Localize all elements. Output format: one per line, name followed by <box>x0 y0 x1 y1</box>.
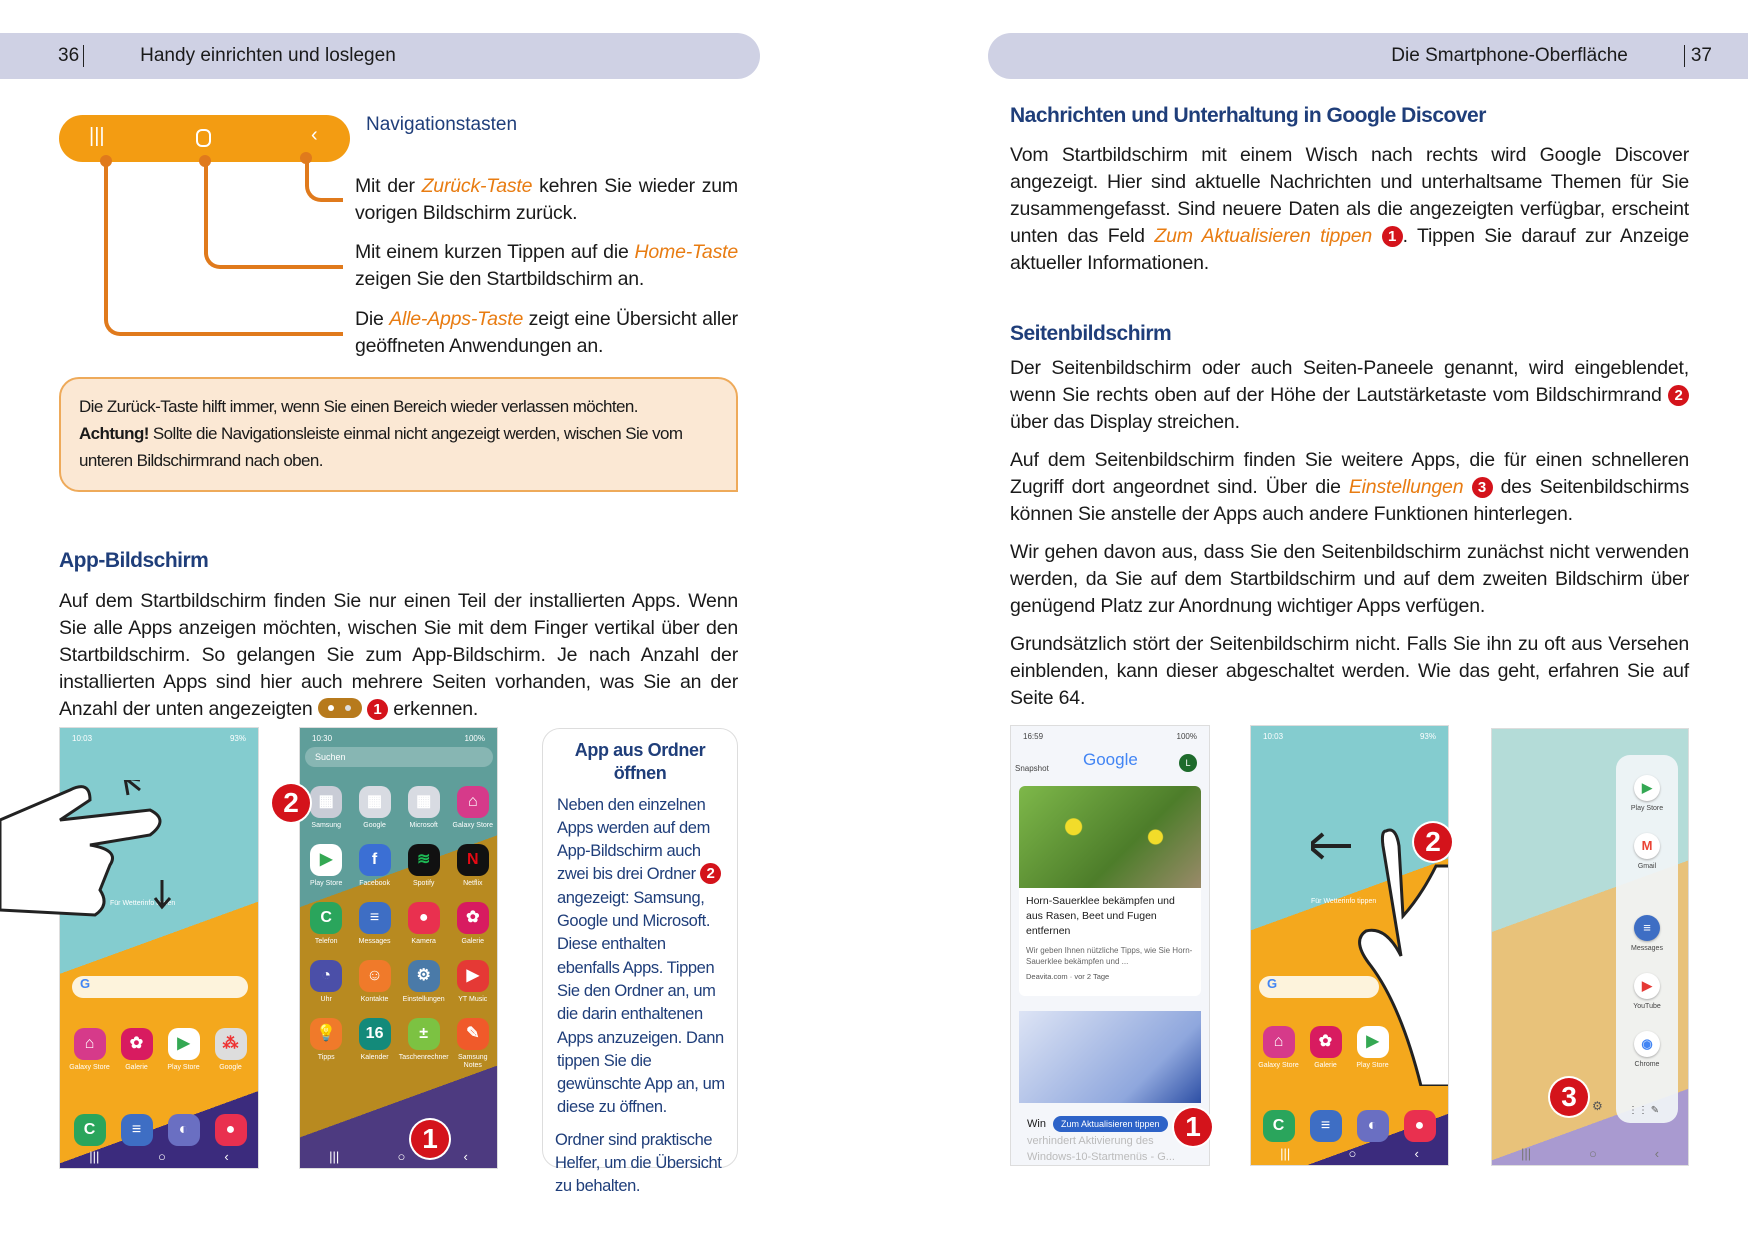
app-icon-image: ± <box>408 1018 440 1050</box>
phone-app-screen: 10:30 100% Suchen ▦ Samsung ▦ Google ▦ Microsoft ⌂ Galaxy Store ▶ Play Store f Facebook ≋ Spotify N Netflix C Telefon ≡ Messages ● Kamera ✿ Galerie ◔ Uhr ☺ Kontakte ⚙ Einstellungen ▶ YT Music 💡 Tipps 16 Kalender ± Taschenrechner ✎ Samsung Notes ||| ○ ‹ <box>299 727 498 1169</box>
page-number: 37 <box>1690 45 1712 66</box>
app-icon-image: ⌂ <box>457 786 489 818</box>
app-icon[interactable]: ⌂ Galaxy Store <box>449 786 497 830</box>
app-icon[interactable]: ✿ Galerie <box>449 902 497 946</box>
hand-swipe-left-icon <box>1311 826 1449 1086</box>
marker-1: 1 <box>1174 1108 1212 1146</box>
app-icon-image: ✎ <box>457 1018 489 1050</box>
app-icon[interactable]: C Telefon <box>302 902 350 946</box>
app-icon-image: 16 <box>359 1018 391 1050</box>
back-icon: ‹ <box>311 124 318 146</box>
tip-line: Die Zurück-Taste hilft immer, wenn Sie einen Bereich wieder verlassen möchten. <box>79 397 638 416</box>
hand-swipe-icon <box>0 780 190 950</box>
tip-box: Die Zurück-Taste hilft immer, wenn Sie einen Bereich wieder verlassen möchten. Achtung! Sollte die Navigationsleiste einmal nicht angezeigt werden, wischen Sie vom unteren Bildschirmrand nach oben. <box>59 377 738 492</box>
nav-item-allapps: Die Alle-Apps-Taste zeigt eine Übersicht aller geöffneten Anwendungen an. <box>355 308 738 357</box>
section-title-seitenbildschirm: Seitenbildschirm <box>1010 322 1172 345</box>
page-header-right <box>988 33 1748 79</box>
app-icon[interactable]: ▶ YT Music <box>449 960 497 1004</box>
app-icon[interactable]: 16 Kalender <box>350 1018 398 1070</box>
section-title-discover: Nachrichten und Unterhaltung in Google Discover <box>1010 104 1486 127</box>
app-icon-image: ≋ <box>408 844 440 876</box>
app-icon[interactable]: ≋ Spotify <box>399 844 449 888</box>
refresh-button[interactable]: Zum Aktualisieren tippen <box>1053 1116 1168 1132</box>
app-icon-image: N <box>457 844 489 876</box>
app-icon[interactable]: ▦ Microsoft <box>399 786 449 830</box>
app-icon-image: ◔ <box>310 960 342 992</box>
edge-app-icon[interactable]: ▶ Play Store <box>1616 775 1678 813</box>
app-icon-image: C <box>310 902 342 934</box>
edge-app-icon[interactable]: ◉ Chrome <box>1616 1031 1678 1069</box>
app-icon[interactable]: ± Taschenrechner <box>399 1018 449 1070</box>
app-icon-image: 💡 <box>310 1018 342 1050</box>
marker-1: 1 <box>411 1120 449 1158</box>
app-icon[interactable]: ▦ Google <box>350 786 398 830</box>
edge-app-icon[interactable]: ≡ Messages <box>1616 915 1678 953</box>
edge-app-icon[interactable]: ▶ YouTube <box>1616 973 1678 1011</box>
phone-home-screen: 10:03 93% Für Wetterinfo tippen G ⌂ Galaxy Store ✿ Galerie ▶ Play Store ⁂ Google C ≡ ◐ ● ||| ○ ‹ <box>59 727 259 1169</box>
chapter-title: Die Smartphone-Oberfläche <box>1391 45 1628 66</box>
app-icon[interactable]: ⚙ Einstellungen <box>399 960 449 1004</box>
app-icon[interactable]: ◔ Uhr <box>302 960 350 1004</box>
avatar[interactable]: L <box>1179 754 1197 772</box>
info-box-folders: App aus Ordner öffnen Neben den einzelnen Apps werden auf dem App-Bildschirm auch zwei bis drei Ordner 2 angezeigt: Samsung, Google und Microsoft. Diese enthalten ebenfalls Apps. Tippen Sie den Ordner an, um die darin enthaltenen Apps anzuzeigen. Dann tippen Sie die gewünschte App an, um diese zu öffnen. Ordner sind praktische Helfer, um die Übersicht zu behalten. <box>542 728 738 1168</box>
app-icon[interactable]: ● Kamera <box>399 902 449 946</box>
app-icon[interactable]: f Facebook <box>350 844 398 888</box>
edge-app-icon[interactable]: M Gmail <box>1616 833 1678 871</box>
edge-paragraphs: Der Seitenbildschirm oder auch Seiten-Paneele genannt, wird eingeblendet, wenn Sie rechts oben auf der Höhe der Lautstärketaste vom Bildschirmrand 2 über das Display streichen. Auf dem Seitenbildschirm finden Sie weitere Apps, die für einen schnelleren Zugriff dort angeordnet sind. Über die Einstellungen 3 des Seitenbildschirms können Sie anstelle der Apps auch andere Funktionen hinterlegen. Wir gehen davon aus, dass Sie den Seitenbildschirm zunächst nicht verwenden werden, da Sie auf dem Startbildschirm und auf dem zweiten Bildschirm über genügend Platz zur Anordnung wichtiger Apps verfügen. Grundsätzlich stört der Seitenbildschirm nicht. Falls Sie ihn zu oft aus Versehen einblenden, kann dieser abgeschaltet werden. Wie das geht, erfahren Sie auf Seite 64. <box>1010 357 1690 709</box>
google-logo: Google <box>1083 750 1138 769</box>
edge-settings-icon[interactable]: ⚙ <box>1592 1099 1603 1113</box>
edge-panel: ▶ Play Store M Gmail ≡ Messages ▶ YouTube ◉ Chrome ⋮⋮ ✎ <box>1616 755 1678 1123</box>
section-title-app-bildschirm: App-Bildschirm <box>59 549 209 572</box>
app-icon-image: ▶ <box>457 960 489 992</box>
app-icon-image: ▦ <box>310 786 342 818</box>
app-icon-image: ⚙ <box>408 960 440 992</box>
app-search-input[interactable]: Suchen <box>305 747 493 767</box>
chapter-title: Handy einrichten und loslegen <box>140 45 396 66</box>
tip-warning: Achtung! <box>79 424 149 443</box>
app-icon-image: ☺ <box>359 960 391 992</box>
nav-item-home: Mit einem kurzen Tippen auf die Home-Taste zeigen Sie den Startbildschirm an. <box>355 241 738 290</box>
marker-2: 2 <box>272 784 310 822</box>
app-screen-paragraph: Auf dem Startbildschirm finden Sie nur einen Teil der installierten Apps. Wenn Sie alle Apps anzeigen möchten, wischen Sie mit dem Finger vertikal über den Startbildschirm. So gelangen Sie zum App-Bildschirm. Je nach Anzahl der installierten Apps sind hier auch mehrere Seiten vorhanden, was Sie an der Anzahl der unten angezeigten 1 erkennen. <box>59 590 738 720</box>
app-icon[interactable]: ≡ Messages <box>350 902 398 946</box>
app-icon-image: f <box>359 844 391 876</box>
app-icon-image: ● <box>408 902 440 934</box>
app-icon[interactable]: 💡 Tipps <box>302 1018 350 1070</box>
discover-paragraph: Vom Startbildschirm mit einem Wisch nach rechts wird Google Discover angezeigt. Hier sind aktuelle Nachrichten und unterhaltsame Themen für Sie zusammengefasst. Sind neuere Daten als die angezeigten verfügbar, erscheint unten das Feld Zum Aktualisieren tippen 1 . Tippen Sie darauf zur Anzeige aktueller Informationen. <box>1010 144 1689 274</box>
news-card[interactable]: Horn-Sauerklee bekämpfen und aus Rasen, Beet und Fugen entfernen Wir geben Ihnen nützliche Tipps, wie Sie Horn-Sauerklee bekämpfen und ... Deavita.com · vor 2 Tage <box>1019 786 1201 996</box>
page-number: 36 <box>58 45 80 66</box>
phone-google-discover: 16:59 100% Snapshot Google L Horn-Sauerklee bekämpfen und aus Rasen, Beet und Fugen entfernen Wir geben Ihnen nützliche Tipps, wie Sie Horn-Sauerklee bekämpfen und ... Deavita.com · vor 2 Tage Win Zum Aktualisieren tippen verhindert Aktivierung des Windows-10-Startmenüs - G... <box>1010 725 1210 1166</box>
app-icon-image: ✿ <box>457 902 489 934</box>
news-card-image <box>1019 1011 1201 1103</box>
nav-label: Navigationstasten <box>366 114 518 135</box>
page-header-left <box>0 33 760 79</box>
app-icon[interactable]: ▦ Samsung <box>302 786 350 830</box>
recent-apps-icon: ||| <box>89 125 105 147</box>
app-icon-image: ▦ <box>408 786 440 818</box>
app-icon-image: ≡ <box>359 902 391 934</box>
app-icon-image: ▶ <box>310 844 342 876</box>
app-icon[interactable]: ▶ Play Store <box>302 844 350 888</box>
google-search-bar[interactable]: G <box>72 976 248 998</box>
phone-home-swipe: 10:03 93% Für Wetterinfo tippen G ⌂ Galaxy Store ✿ Galerie ▶ Play Store C ≡ ◐ ● ||| ○ ‹ <box>1250 725 1449 1166</box>
home-icon <box>196 129 211 147</box>
app-icon-image: ▦ <box>359 786 391 818</box>
app-icon[interactable]: ☺ Kontakte <box>350 960 398 1004</box>
divider <box>83 45 84 67</box>
snapshot-button[interactable]: Snapshot <box>1015 764 1049 773</box>
app-icon[interactable]: N Netflix <box>449 844 497 888</box>
phone-edge-panel: ▶ Play Store M Gmail ≡ Messages ▶ YouTube ◉ Chrome ⋮⋮ ✎ ⚙ ||| ○ ‹ <box>1491 728 1689 1166</box>
nav-item-back: Mit der Zurück-Taste kehren Sie wieder zum vorigen Bildschirm zurück. <box>355 175 738 224</box>
marker-2: 2 <box>1414 823 1452 861</box>
page-dots-icon <box>318 698 362 718</box>
marker-3: 3 <box>1550 1078 1588 1116</box>
app-icon[interactable]: ✎ Samsung Notes <box>449 1018 497 1070</box>
